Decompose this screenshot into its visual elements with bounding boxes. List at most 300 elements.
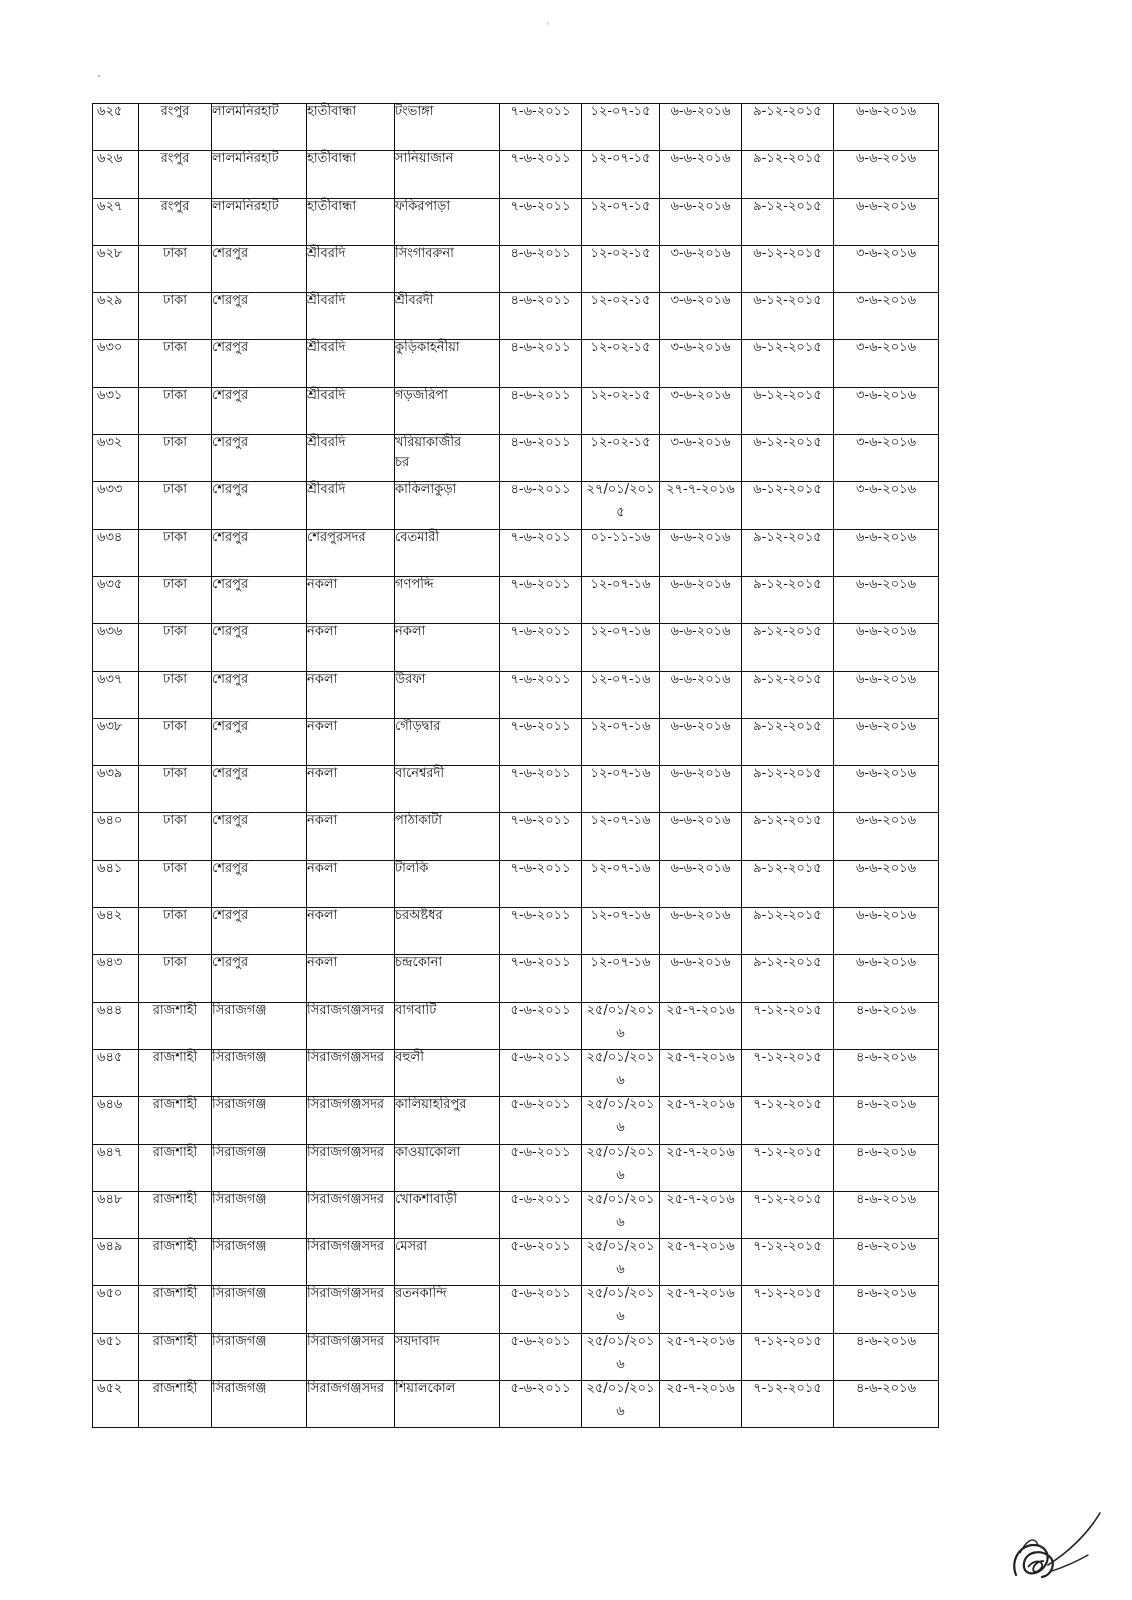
- date-cell-1: ৫-৬-২০১১: [500, 1333, 582, 1380]
- table-row: [93, 1286, 939, 1333]
- date-cell-2: [582, 387, 660, 434]
- date-cell-3: ৬-৬-২০১৬: [660, 718, 742, 765]
- date-cell-5: ৩-৬-২০১৬: [834, 482, 939, 529]
- date-cell-4: ৬-১২-২০১৫: [742, 293, 834, 340]
- date-cell-3: ৬-৬-২০১৬: [660, 198, 742, 245]
- table-row: [93, 1333, 939, 1380]
- serial-cell: [93, 104, 139, 151]
- division-cell: ঢাকা: [139, 624, 212, 671]
- district-cell: লালমনিরহাট: [212, 104, 307, 151]
- union-name: গৌড়দ্বার: [395, 718, 441, 734]
- date-cell-2: [582, 340, 660, 387]
- division-cell: ঢাকা: [139, 718, 212, 765]
- date-cell-5: ৬-৬-২০১৬: [834, 813, 939, 860]
- date-cell-1: ৫-৬-২০১১: [500, 1381, 582, 1428]
- serial-number: ৬৪৪: [97, 1002, 123, 1018]
- district-cell: শেরপুর: [212, 908, 307, 955]
- serial-number: ৬৪৮: [97, 1191, 123, 1207]
- table-row: [93, 1381, 939, 1428]
- union-cell: [395, 1002, 500, 1049]
- date-cell-4: ৯-১২-২০১৫: [742, 151, 834, 198]
- union-cell: [395, 908, 500, 955]
- date-cell-1: ৭-৬-২০১১: [500, 104, 582, 151]
- union-name: শ্রীবরদী: [395, 293, 434, 309]
- date-2-text-cont: ৬: [616, 1072, 625, 1088]
- date-cell-2: [582, 1381, 660, 1428]
- date-cell-3: ২৫-৭-২০১৬: [660, 1002, 742, 1049]
- serial-cell: [93, 529, 139, 576]
- date-cell-1: ৭-৬-২০১১: [500, 955, 582, 1002]
- division-cell: রংপুর: [139, 151, 212, 198]
- union-name: টংভাঙ্গা: [395, 104, 434, 119]
- date-cell-1: ৫-৬-২০১১: [500, 1049, 582, 1096]
- date-2-text: ১২-০৭-১৬: [590, 766, 651, 782]
- division-cell: ঢাকা: [139, 671, 212, 718]
- union-name-cont: চর: [395, 455, 410, 471]
- division-cell: ঢাকা: [139, 908, 212, 955]
- union-name: খোকশাবাড়ী: [395, 1191, 458, 1207]
- table-row: [93, 908, 939, 955]
- serial-number: ৬৪৬: [97, 1097, 123, 1113]
- date-cell-1: ৭-৬-২০১১: [500, 813, 582, 860]
- division-cell: ঢাকা: [139, 955, 212, 1002]
- upazila-cell: নকলা: [307, 813, 395, 860]
- union-name: কুড়িকাহনীয়া: [395, 340, 460, 356]
- division-cell: রাজশাহী: [139, 1239, 212, 1286]
- serial-cell: [93, 1381, 139, 1428]
- date-2-text: ২৫/০১/২০১: [586, 1002, 655, 1018]
- table-row: [93, 198, 939, 245]
- upazila-cell: সিরাজগঞ্জসদর: [307, 1286, 395, 1333]
- union-name: সিংগাবরুনা: [395, 245, 454, 261]
- table-row: [93, 104, 939, 151]
- date-cell-4: ৭-১২-২০১৫: [742, 1333, 834, 1380]
- upazila-cell: হাতীবান্ধা: [307, 104, 395, 151]
- upazila-cell: নকলা: [307, 955, 395, 1002]
- date-cell-1: ৪-৬-২০১১: [500, 340, 582, 387]
- district-cell: শেরপুর: [212, 293, 307, 340]
- table-body: [93, 104, 939, 1428]
- table-row: [93, 529, 939, 576]
- serial-number: ৬৫০: [97, 1286, 123, 1302]
- date-cell-5: ৪-৬-২০১৬: [834, 1002, 939, 1049]
- union-name: চন্দ্রকোনা: [395, 955, 443, 971]
- serial-cell: [93, 766, 139, 813]
- date-cell-1: ৪-৬-২০১১: [500, 245, 582, 292]
- date-cell-3: ৬-৬-২০১৬: [660, 529, 742, 576]
- date-cell-1: ৫-৬-২০১১: [500, 1191, 582, 1238]
- serial-number: ৬৩০: [97, 340, 123, 356]
- union-name: গণপদ্দি: [395, 576, 434, 592]
- division-cell: রাজশাহী: [139, 1144, 212, 1191]
- upazila-cell: নকলা: [307, 908, 395, 955]
- union-cell: [395, 1286, 500, 1333]
- date-cell-3: ৬-৬-২০১৬: [660, 151, 742, 198]
- date-cell-1: ৫-৬-২০১১: [500, 1097, 582, 1144]
- division-cell: রাজশাহী: [139, 1049, 212, 1096]
- serial-cell: [93, 624, 139, 671]
- date-cell-1: ৫-৬-২০১১: [500, 1286, 582, 1333]
- date-cell-3: ২৫-৭-২০১৬: [660, 1049, 742, 1096]
- union-name: শিয়ালকোল: [395, 1381, 456, 1397]
- date-2-text-cont: ৬: [616, 1214, 625, 1230]
- date-cell-5: ৬-৬-২০১৬: [834, 908, 939, 955]
- serial-number: ৬৪০: [97, 813, 123, 829]
- date-cell-2: [582, 955, 660, 1002]
- date-cell-4: ৯-১২-২০১৫: [742, 908, 834, 955]
- date-2-text: ১২-০৭-১৬: [590, 718, 651, 734]
- table-row: [93, 576, 939, 623]
- date-cell-2: [582, 1333, 660, 1380]
- serial-number: ৬৩৭: [97, 671, 123, 687]
- table-row: [93, 860, 939, 907]
- serial-cell: [93, 1239, 139, 1286]
- union-cell: [395, 1049, 500, 1096]
- date-cell-2: [582, 1144, 660, 1191]
- union-name: বেতমারী: [395, 529, 440, 545]
- upazila-cell: নকলা: [307, 624, 395, 671]
- union-name: গড়জরিপা: [395, 387, 448, 403]
- upazila-cell: শেরপুরসদর: [307, 529, 395, 576]
- date-2-text: ১২-০৭-১৫: [590, 198, 651, 214]
- date-cell-4: ৭-১২-২০১৫: [742, 1381, 834, 1428]
- table-row: [93, 766, 939, 813]
- date-cell-1: ৭-৬-২০১১: [500, 766, 582, 813]
- serial-cell: [93, 482, 139, 529]
- serial-number: ৬৪৯: [97, 1239, 123, 1255]
- date-cell-1: ৭-৬-২০১১: [500, 860, 582, 907]
- serial-cell: [93, 860, 139, 907]
- date-cell-5: ৪-৬-২০১৬: [834, 1049, 939, 1096]
- serial-cell: [93, 151, 139, 198]
- division-cell: রাজশাহী: [139, 1286, 212, 1333]
- union-cell: [395, 813, 500, 860]
- serial-number: ৬৩২: [97, 435, 123, 451]
- date-2-text-cont: ৬: [616, 1309, 625, 1325]
- district-cell: সিরাজগঞ্জ: [212, 1381, 307, 1428]
- serial-number: ৬৩৩: [97, 482, 123, 498]
- union-cell: [395, 245, 500, 292]
- district-cell: শেরপুর: [212, 624, 307, 671]
- date-cell-5: ৬-৬-২০১৬: [834, 151, 939, 198]
- date-cell-5: ৬-৬-২০১৬: [834, 766, 939, 813]
- union-cell: [395, 104, 500, 151]
- district-cell: শেরপুর: [212, 813, 307, 860]
- division-cell: ঢাকা: [139, 576, 212, 623]
- serial-number: ৬২৫: [97, 104, 123, 119]
- serial-cell: [93, 198, 139, 245]
- division-cell: রাজশাহী: [139, 1002, 212, 1049]
- upazila-cell: সিরাজগঞ্জসদর: [307, 1144, 395, 1191]
- date-cell-2: [582, 860, 660, 907]
- date-cell-4: ৭-১২-২০১৫: [742, 1097, 834, 1144]
- date-2-text: ০১-১১-১৬: [590, 529, 651, 545]
- division-cell: ঢাকা: [139, 482, 212, 529]
- date-cell-1: ৪-৬-২০১১: [500, 435, 582, 482]
- date-cell-5: ৪-৬-২০১৬: [834, 1286, 939, 1333]
- date-cell-5: ৪-৬-২০১৬: [834, 1144, 939, 1191]
- serial-cell: [93, 908, 139, 955]
- date-cell-4: ৯-১২-২০১৫: [742, 955, 834, 1002]
- serial-number: ৬২৮: [97, 245, 123, 261]
- serial-number: ৬২৬: [97, 151, 123, 167]
- union-cell: [395, 1097, 500, 1144]
- date-cell-2: [582, 1286, 660, 1333]
- union-name: বানেশ্বরদী: [395, 766, 445, 782]
- serial-number: ৬৩৯: [97, 766, 123, 782]
- date-cell-3: ২৫-৭-২০১৬: [660, 1191, 742, 1238]
- upazila-cell: নকলা: [307, 860, 395, 907]
- date-cell-4: ৯-১২-২০১৫: [742, 671, 834, 718]
- upazila-cell: সিরাজগঞ্জসদর: [307, 1097, 395, 1144]
- date-2-text: ২৫/০১/২০১: [586, 1049, 655, 1065]
- union-name: কাওয়াকোলা: [395, 1144, 461, 1160]
- division-cell: ঢাকা: [139, 293, 212, 340]
- date-2-text: ১২-০৭-১৬: [590, 576, 651, 592]
- date-cell-1: ৭-৬-২০১১: [500, 718, 582, 765]
- district-cell: সিরাজগঞ্জ: [212, 1144, 307, 1191]
- serial-cell: [93, 1144, 139, 1191]
- serial-cell: [93, 293, 139, 340]
- date-cell-5: ৪-৬-২০১৬: [834, 1239, 939, 1286]
- union-cell: [395, 860, 500, 907]
- serial-cell: [93, 387, 139, 434]
- date-cell-4: ৬-১২-২০১৫: [742, 340, 834, 387]
- union-name: খরিয়াকাজীর: [395, 435, 462, 451]
- union-name: বাগবাটি: [395, 1002, 437, 1018]
- date-cell-2: [582, 766, 660, 813]
- date-cell-4: ৭-১২-২০১৫: [742, 1144, 834, 1191]
- union-cell: [395, 151, 500, 198]
- date-cell-3: ৩-৬-২০১৬: [660, 245, 742, 292]
- serial-cell: [93, 576, 139, 623]
- date-2-text: ১২-০৭-১৬: [590, 813, 651, 829]
- division-cell: ঢাকা: [139, 813, 212, 860]
- table-row: [93, 1097, 939, 1144]
- date-cell-4: ৯-১২-২০১৫: [742, 860, 834, 907]
- union-name: পাঠাকাটা: [395, 813, 443, 829]
- date-cell-3: ৩-৬-২০১৬: [660, 340, 742, 387]
- serial-cell: [93, 813, 139, 860]
- date-cell-3: ২৫-৭-২০১৬: [660, 1144, 742, 1191]
- date-cell-3: ২৫-৭-২০১৬: [660, 1381, 742, 1428]
- date-2-text: ১২-০২-১৫: [590, 435, 651, 451]
- district-cell: শেরপুর: [212, 529, 307, 576]
- district-cell: শেরপুর: [212, 387, 307, 434]
- union-name: সয়দাবাদ: [395, 1333, 440, 1349]
- date-2-text: ২৫/০১/২০১: [586, 1239, 655, 1255]
- upazila-cell: শ্রীবরদি: [307, 482, 395, 529]
- division-cell: ঢাকা: [139, 529, 212, 576]
- district-cell: শেরপুর: [212, 766, 307, 813]
- upazila-cell: নকলা: [307, 766, 395, 813]
- date-cell-3: ৬-৬-২০১৬: [660, 671, 742, 718]
- union-name: কাকিলাকুড়া: [395, 482, 457, 498]
- date-cell-4: ৯-১২-২০১৫: [742, 198, 834, 245]
- date-cell-4: ৬-১২-২০১৫: [742, 482, 834, 529]
- date-cell-4: ৬-১২-২০১৫: [742, 387, 834, 434]
- district-cell: সিরাজগঞ্জ: [212, 1049, 307, 1096]
- date-cell-3: ২৫-৭-২০১৬: [660, 1286, 742, 1333]
- union-cell: [395, 955, 500, 1002]
- serial-cell: [93, 245, 139, 292]
- date-cell-2: [582, 104, 660, 151]
- date-cell-3: ৬-৬-২০১৬: [660, 766, 742, 813]
- date-2-text-cont: ৬: [616, 1167, 625, 1183]
- date-2-text-cont: ৬: [616, 1404, 625, 1420]
- serial-number: ৬৪৭: [97, 1144, 123, 1160]
- date-cell-5: ৬-৬-২০১৬: [834, 198, 939, 245]
- date-cell-1: ৫-৬-২০১১: [500, 1239, 582, 1286]
- table-row: [93, 955, 939, 1002]
- date-cell-5: ৪-৬-২০১৬: [834, 1097, 939, 1144]
- union-cell: [395, 435, 500, 482]
- date-cell-1: ৭-৬-২০১১: [500, 908, 582, 955]
- district-cell: লালমনিরহাট: [212, 151, 307, 198]
- district-cell: লালমনিরহাট: [212, 198, 307, 245]
- date-cell-4: ৯-১২-২০১৫: [742, 766, 834, 813]
- date-cell-2: [582, 671, 660, 718]
- union-cell: [395, 576, 500, 623]
- date-2-text: ১২-০৭-১৫: [590, 104, 651, 119]
- date-2-text-cont: ৫: [616, 505, 625, 521]
- date-cell-3: ৬-৬-২০১৬: [660, 624, 742, 671]
- date-cell-5: ৩-৬-২০১৬: [834, 245, 939, 292]
- union-cell: [395, 718, 500, 765]
- union-name: রতনকান্দি: [395, 1286, 447, 1302]
- date-cell-3: ৬-৬-২০১৬: [660, 813, 742, 860]
- division-cell: রংপুর: [139, 198, 212, 245]
- date-cell-1: ৪-৬-২০১১: [500, 293, 582, 340]
- date-cell-2: [582, 1002, 660, 1049]
- division-cell: ঢাকা: [139, 387, 212, 434]
- upazila-cell: সিরাজগঞ্জসদর: [307, 1333, 395, 1380]
- district-cell: সিরাজগঞ্জ: [212, 1239, 307, 1286]
- date-2-text: ২৫/০১/২০১: [586, 1286, 655, 1302]
- date-cell-1: ৫-৬-২০১১: [500, 1144, 582, 1191]
- union-cell: [395, 1381, 500, 1428]
- district-cell: শেরপুর: [212, 576, 307, 623]
- serial-number: ৬৩৫: [97, 576, 123, 592]
- table-row: [93, 1049, 939, 1096]
- district-cell: সিরাজগঞ্জ: [212, 1286, 307, 1333]
- upazila-cell: সিরাজগঞ্জসদর: [307, 1002, 395, 1049]
- date-2-text-cont: ৬: [616, 1025, 625, 1041]
- union-cell: [395, 482, 500, 529]
- upazila-cell: সিরাজগঞ্জসদর: [307, 1381, 395, 1428]
- union-name: ফকিরপাড়া: [395, 198, 451, 214]
- scan-speck: [98, 75, 100, 77]
- table-row: [93, 293, 939, 340]
- division-cell: রংপুর: [139, 104, 212, 151]
- date-2-text-cont: ৬: [616, 1120, 625, 1136]
- date-cell-2: [582, 1191, 660, 1238]
- date-cell-2: [582, 718, 660, 765]
- union-name: চরঅষ্টধর: [395, 908, 443, 924]
- date-cell-5: ৬-৬-২০১৬: [834, 624, 939, 671]
- table-row: [93, 1144, 939, 1191]
- upazila-cell: শ্রীবরদি: [307, 340, 395, 387]
- date-cell-5: ৬-৬-২০১৬: [834, 955, 939, 1002]
- date-2-text-cont: ৬: [616, 1356, 625, 1372]
- serial-cell: [93, 1191, 139, 1238]
- upazila-cell: সিরাজগঞ্জসদর: [307, 1049, 395, 1096]
- division-cell: রাজশাহী: [139, 1097, 212, 1144]
- union-name: বহুলী: [395, 1049, 424, 1065]
- union-cell: [395, 387, 500, 434]
- date-cell-5: ৬-৬-২০১৬: [834, 718, 939, 765]
- date-cell-5: ৩-৬-২০১৬: [834, 435, 939, 482]
- date-2-text: ২৫/০১/২০১: [586, 1381, 655, 1397]
- table-row: [93, 1002, 939, 1049]
- district-cell: সিরাজগঞ্জ: [212, 1002, 307, 1049]
- date-cell-1: ৫-৬-২০১১: [500, 1002, 582, 1049]
- serial-number: ৬৩৪: [97, 529, 123, 545]
- union-name: সানিয়াজান: [395, 151, 454, 167]
- district-cell: সিরাজগঞ্জ: [212, 1097, 307, 1144]
- district-cell: শেরপুর: [212, 718, 307, 765]
- table-row: [93, 813, 939, 860]
- date-cell-2: [582, 151, 660, 198]
- handwritten-signature: [1008, 1505, 1104, 1583]
- serial-number: ৬২৯: [97, 293, 123, 309]
- serial-cell: [93, 435, 139, 482]
- serial-number: ৬৫২: [97, 1381, 123, 1397]
- upazila-cell: শ্রীবরদি: [307, 435, 395, 482]
- upazila-cell: নকলা: [307, 576, 395, 623]
- serial-cell: [93, 718, 139, 765]
- serial-number: ৬৪৩: [97, 955, 123, 971]
- date-cell-5: ৩-৬-২০১৬: [834, 387, 939, 434]
- date-cell-2: [582, 576, 660, 623]
- date-2-text: ১২-০২-১৫: [590, 245, 651, 261]
- upazila-cell: সিরাজগঞ্জসদর: [307, 1239, 395, 1286]
- union-cell: [395, 340, 500, 387]
- date-cell-5: ৬-৬-২০১৬: [834, 576, 939, 623]
- serial-cell: [93, 1049, 139, 1096]
- table-row: [93, 718, 939, 765]
- date-2-text: ২৫/০১/২০১: [586, 1144, 655, 1160]
- serial-number: ৬৪৫: [97, 1049, 123, 1065]
- date-cell-2: [582, 198, 660, 245]
- date-cell-3: ৩-৬-২০১৬: [660, 293, 742, 340]
- division-cell: রাজশাহী: [139, 1381, 212, 1428]
- district-cell: সিরাজগঞ্জ: [212, 1333, 307, 1380]
- table-row: [93, 387, 939, 434]
- date-cell-2: [582, 293, 660, 340]
- upazila-cell: শ্রীবরদি: [307, 387, 395, 434]
- date-2-text: ১২-০৭-১৬: [590, 908, 651, 924]
- date-cell-2: [582, 1239, 660, 1286]
- date-cell-3: ৬-৬-২০১৬: [660, 955, 742, 1002]
- division-cell: ঢাকা: [139, 860, 212, 907]
- date-cell-2: [582, 813, 660, 860]
- upazila-cell: নকলা: [307, 671, 395, 718]
- upazila-cell: হাতীবান্ধা: [307, 198, 395, 245]
- date-cell-2: [582, 1097, 660, 1144]
- serial-number: ৬৩১: [97, 387, 123, 403]
- union-cell: [395, 1191, 500, 1238]
- upazila-cell: নকলা: [307, 718, 395, 765]
- date-2-text-cont: ৬: [616, 1262, 625, 1278]
- division-cell: রাজশাহী: [139, 1333, 212, 1380]
- date-cell-5: ৬-৬-২০১৬: [834, 671, 939, 718]
- district-cell: শেরপুর: [212, 482, 307, 529]
- date-cell-2: [582, 482, 660, 529]
- union-name: টালকি: [395, 860, 429, 876]
- date-cell-1: ৭-৬-২০১১: [500, 529, 582, 576]
- division-cell: ঢাকা: [139, 340, 212, 387]
